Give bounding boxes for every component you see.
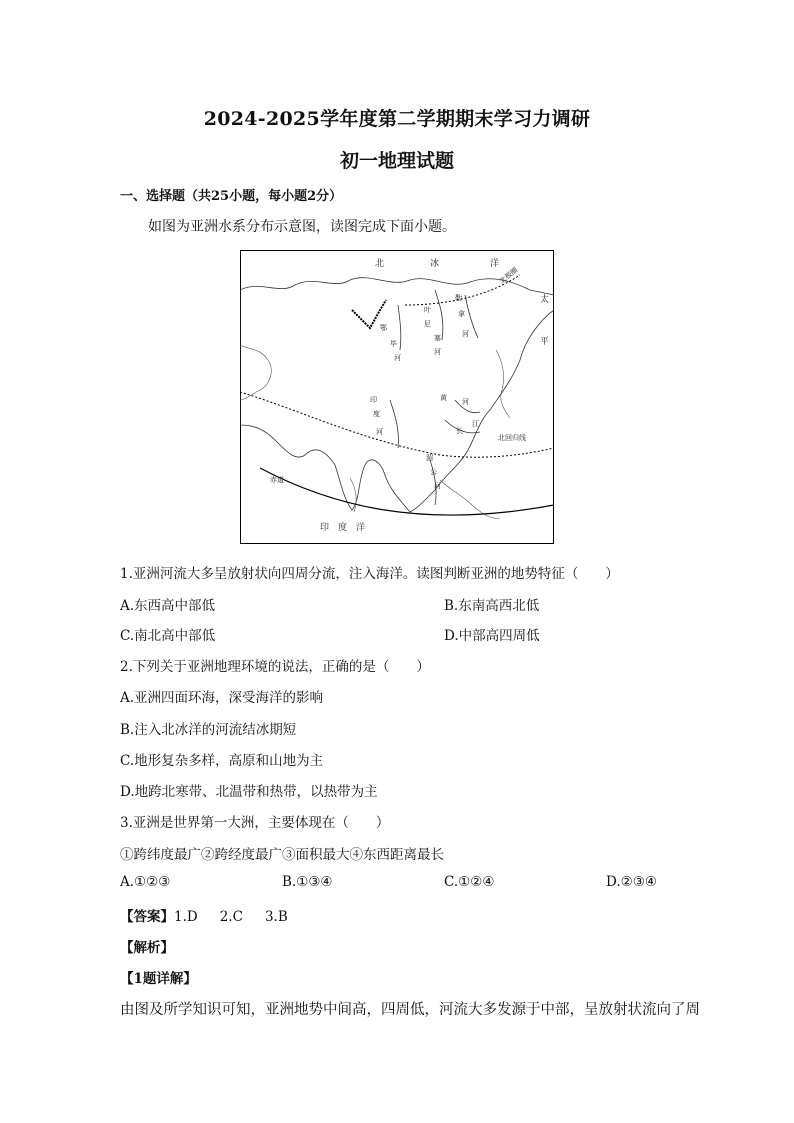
map-label-tropic: 北回归线 xyxy=(498,434,526,442)
map-label-yang: 洋 xyxy=(490,259,500,269)
map-label-equator: 赤道 xyxy=(270,476,284,484)
map-label-arctic-circle: 北极圈 xyxy=(498,265,520,286)
question-3-option-a: A.①②③ xyxy=(120,874,171,890)
question-1-option-b: B.东南高西北低 xyxy=(444,598,540,614)
map-label-gong: 公 xyxy=(430,468,437,476)
map-label-he6: 河 xyxy=(434,482,441,490)
answer-line xyxy=(120,905,288,925)
map-label-na: 拿 xyxy=(458,310,465,318)
map-label-le: 勒 xyxy=(455,294,462,302)
map-label-e: 鄂 xyxy=(380,324,387,332)
map-label-ni: 尼 xyxy=(424,320,431,328)
map-label-mei: 湄 xyxy=(426,454,433,462)
question-2-stem: 2.下列关于亚洲地理环境的说法，正确的是（ ） xyxy=(120,659,430,675)
question-3-option-b: B.①③④ xyxy=(282,874,333,890)
question-2-option-a: A.亚洲四面环海，深受海洋的影响 xyxy=(120,690,324,706)
map-label-he1: 河 xyxy=(434,348,441,356)
map-label-he2: 河 xyxy=(462,330,469,338)
question-2-option-c: C.地形复杂多样，高原和山地为主 xyxy=(120,753,324,769)
map-label-ping: 平 xyxy=(540,337,550,347)
question-3-option-c: C.①②④ xyxy=(444,874,495,890)
map-label-indian-ocean: 印 度 洋 xyxy=(320,523,366,533)
map-label-he5: 河 xyxy=(462,398,469,406)
map-label-bing: 冰 xyxy=(430,259,440,269)
map-label-jiang: 江 xyxy=(472,420,479,428)
page-subtitle: 初一地理试题 xyxy=(339,150,454,172)
map-label-du: 度 xyxy=(373,410,380,418)
map-label-he4: 河 xyxy=(376,428,383,436)
analysis-label: 【解析】 xyxy=(120,940,174,956)
map-label-ye: 叶 xyxy=(424,306,431,314)
asia-river-map xyxy=(240,250,554,544)
question-3-option-d: D.②③④ xyxy=(606,874,657,890)
answer-1: 1.D xyxy=(174,909,198,925)
question-1-option-c: C.南北高中部低 xyxy=(120,628,216,644)
question-3-sub: ①跨纬度最广②跨经度最广③面积最大④东西距离最长 xyxy=(120,847,444,863)
question-2-option-d: D.地跨北寒带、北温带和热带，以热带为主 xyxy=(120,784,378,800)
asia-map-graphic xyxy=(240,250,554,544)
map-label-tai: 太 xyxy=(540,295,550,305)
answer-2: 2.C xyxy=(219,909,243,925)
map-label-north: 北 xyxy=(375,259,385,269)
map-label-bi: 毕 xyxy=(390,340,397,348)
answer-3: 3.B xyxy=(264,909,288,925)
question-1-option-d: D.中部高四周低 xyxy=(444,628,540,644)
question-3-stem: 3.亚洲是世界第一大洲，主要体现在（ ） xyxy=(120,815,390,831)
question-2-option-b: B.注入北冰洋的河流结冰期短 xyxy=(120,722,297,738)
map-label-sai: 塞 xyxy=(434,334,441,342)
answer-label: 【答案】 xyxy=(120,909,174,925)
question-1-stem: 1.亚洲河流大多呈放射状向四周分流，注入海洋。读图判断亚洲的地势特征（ ） xyxy=(120,566,619,582)
map-label-yin: 印 xyxy=(370,396,377,404)
question-intro: 如图为亚洲水系分布示意图，读图完成下面小题。 xyxy=(148,219,456,235)
question-1-option-a: A.东西高中部低 xyxy=(120,598,216,614)
q1-detail-label: 【1题详解】 xyxy=(120,971,197,987)
q1-detail-text: 由图及所学知识可知，亚洲地势中间高，四周低，河流大多发源于中部，呈放射状流向了周 xyxy=(120,1002,700,1018)
map-label-he3: 河 xyxy=(394,354,401,362)
map-label-chang: 长 xyxy=(456,427,463,435)
map-label-huang: 黄 xyxy=(440,394,447,402)
section-heading: 一、选择题（共25小题，每小题2分） xyxy=(120,189,343,204)
page-title: 2024-2025学年度第二学期期末学习力调研 xyxy=(203,108,591,130)
